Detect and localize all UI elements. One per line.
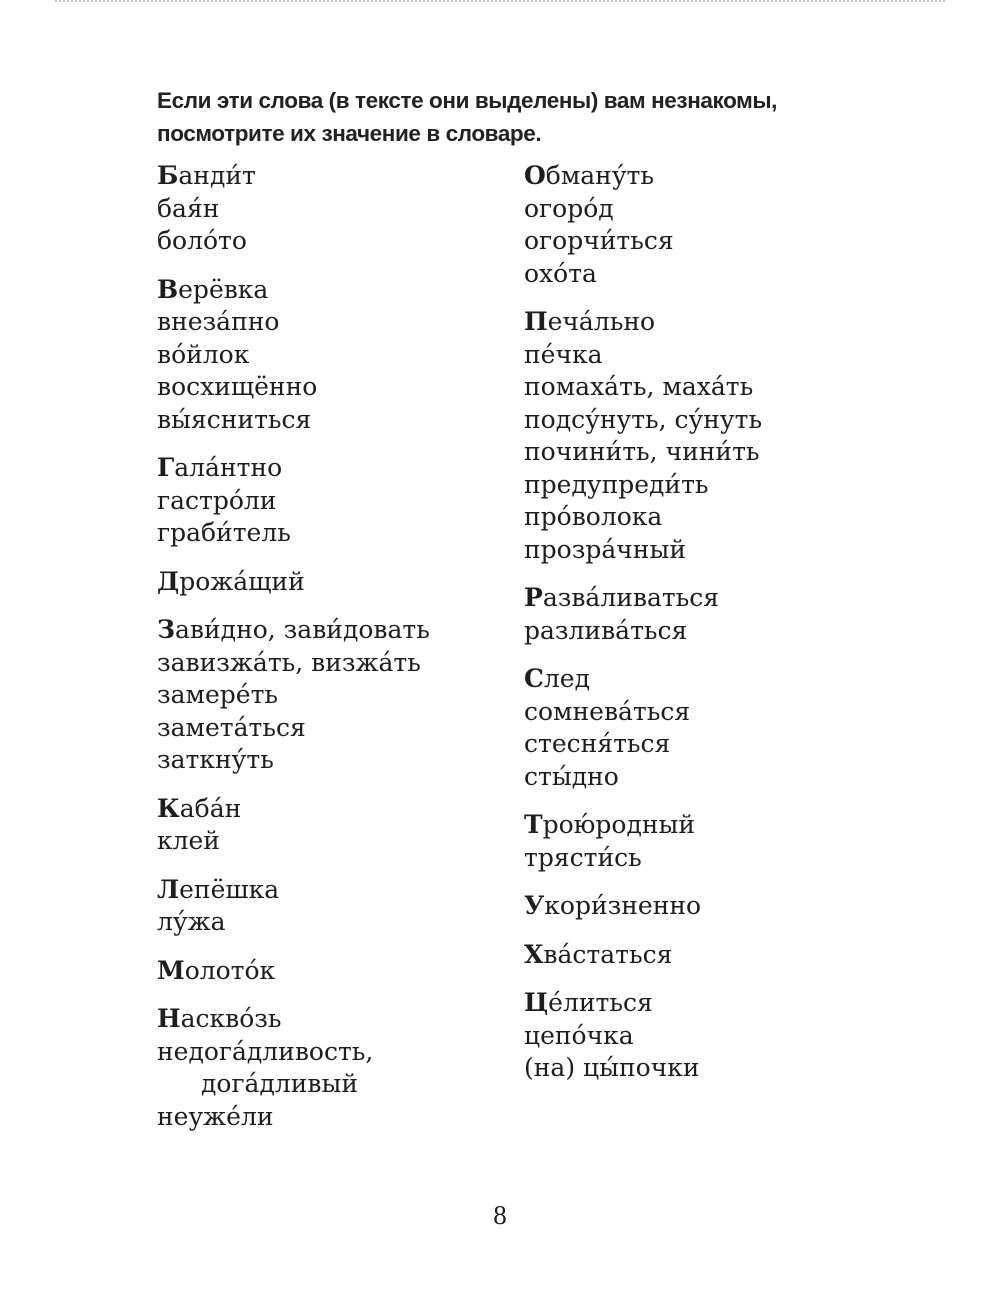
word-item: пе́чка (524, 339, 603, 369)
word-group-head: Каба́н (157, 793, 242, 823)
word-group-head: Наскво́зь (157, 1004, 282, 1033)
word-group (157, 614, 430, 777)
word-group (157, 274, 430, 437)
word-group (524, 306, 762, 566)
word-item: боло́то (157, 226, 247, 255)
word-item: (на) цы́почки (524, 1053, 700, 1082)
word-item: замере́ть (157, 680, 279, 709)
word-item: разлива́ться (524, 615, 688, 645)
word-group-head: Хва́статься (524, 939, 673, 969)
word-group (524, 809, 762, 874)
word-item: предупреди́ть (524, 469, 709, 499)
word-item: неуже́ли (157, 1101, 274, 1131)
word-group (157, 160, 430, 258)
word-item: про́волока (524, 502, 663, 531)
word-item: клей (157, 826, 220, 855)
word-item: трясти́сь (524, 842, 642, 872)
word-item: прозра́чный (524, 534, 687, 564)
word-item: подсу́нуть, су́нуть (524, 404, 763, 434)
word-group-head: Банди́т (157, 161, 256, 190)
word-item: замета́ться (157, 712, 306, 742)
word-item: огорчи́ться (524, 226, 674, 255)
word-group (157, 874, 430, 939)
intro-line: посмотрите их значение в словаре. (157, 121, 542, 146)
word-item: заткну́ть (157, 745, 274, 774)
word-item: охо́та (524, 258, 597, 288)
word-group-head: Обману́ть (524, 161, 654, 190)
word-column-right (524, 160, 762, 1101)
word-group (157, 452, 430, 550)
word-item: дога́дливый (201, 1069, 359, 1098)
word-item: вы́ясниться (157, 404, 312, 434)
word-group (157, 955, 430, 988)
word-group (524, 663, 762, 793)
word-group-head: Гала́нтно (157, 453, 283, 482)
word-group (157, 793, 430, 858)
word-item: недога́дливость, (157, 1036, 374, 1066)
page-number: 8 (493, 1200, 507, 1230)
word-group-head: Це́литься (524, 988, 653, 1017)
word-group (157, 1003, 430, 1133)
word-group (157, 566, 430, 599)
word-item: лу́жа (157, 907, 226, 936)
word-item: бая́н (157, 193, 220, 223)
word-item: завизжа́ть, визжа́ть (157, 647, 421, 677)
word-item: помаха́ть, маха́ть (524, 372, 754, 401)
word-group-head: Лепёшка (157, 874, 280, 904)
word-column-left (157, 160, 430, 1149)
top-dotted-rule (55, 0, 945, 2)
word-group-head: Печа́льно (524, 307, 656, 336)
word-item: внеза́пно (157, 307, 280, 336)
word-group (524, 939, 762, 972)
word-group-head: След (524, 664, 590, 693)
word-group-head: Трою́родный (524, 810, 696, 839)
word-item: во́йлок (157, 339, 250, 369)
intro-line: Если эти слова (в тексте они выделены) вам незнакомы, (157, 88, 778, 113)
word-group-head: Укори́зненно (524, 891, 702, 920)
word-group-head: Дрожа́щий (157, 566, 305, 596)
word-group-head: Молото́к (157, 955, 276, 985)
word-item: почини́ть, чини́ть (524, 437, 760, 466)
word-group (524, 160, 762, 290)
word-item: цепо́чка (524, 1020, 634, 1050)
word-item: сомнева́ться (524, 696, 691, 726)
word-item: стесня́ться (524, 729, 671, 758)
word-group (524, 987, 762, 1085)
word-item: огоро́д (524, 193, 614, 223)
word-group (524, 582, 762, 647)
word-item: сты́дно (524, 761, 619, 791)
intro-instruction (157, 84, 917, 150)
word-group-head: Верёвка (157, 274, 269, 304)
word-item: граби́тель (157, 518, 291, 547)
word-group-head: Зави́дно, зави́довать (157, 615, 430, 644)
word-group-head: Разва́ливаться (524, 583, 720, 612)
word-item: восхищённо (157, 372, 318, 401)
word-item: гастро́ли (157, 485, 277, 515)
word-group (524, 890, 762, 923)
